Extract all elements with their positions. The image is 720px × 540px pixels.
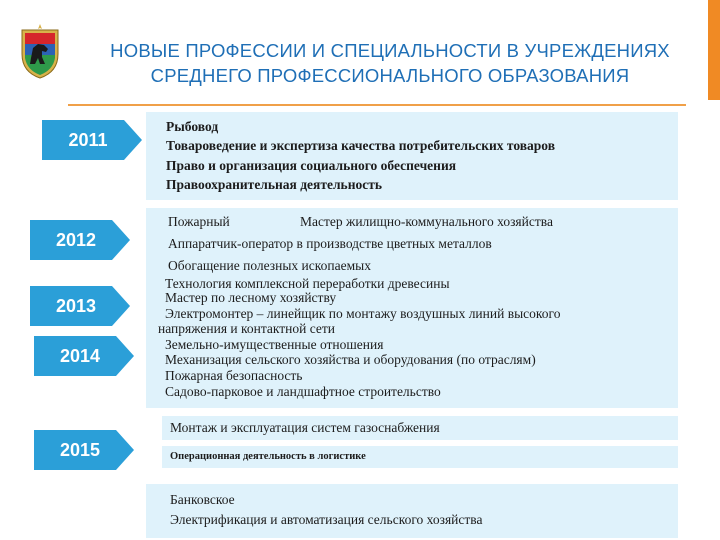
list-item: Обогащение полезных ископаемых — [168, 258, 371, 273]
list-item: Мастер по лесному хозяйству — [165, 290, 337, 305]
list-item: Пожарная безопасность — [165, 368, 303, 383]
list-item: Пожарный — [168, 214, 230, 229]
list-item: Правоохранительная деятельность — [166, 177, 382, 192]
title-line-2: СРЕДНЕГО ПРОФЕССИОНАЛЬНОГО ОБРАЗОВАНИЯ — [150, 65, 630, 86]
year-label: 2015 — [59, 440, 101, 460]
emblem-icon — [18, 24, 62, 80]
list-item: Электромонтер – линейщик по монтажу воздушных линий высокого — [165, 306, 561, 321]
year-label: 2012 — [55, 230, 97, 250]
year-label: 2014 — [59, 346, 101, 366]
year-label: 2011 — [68, 130, 108, 150]
list-item: Банковское — [170, 492, 235, 507]
year-label: 2013 — [55, 296, 97, 316]
list-item: Товароведение и экспертиза качества потребительских товаров — [166, 138, 556, 153]
list-item: Рыбовод — [166, 119, 219, 134]
list-item: Мастер жилищно-коммунального хозяйства — [300, 214, 553, 229]
list-item: Право и организация социального обеспечения — [166, 158, 457, 173]
title-line-1: НОВЫЕ ПРОФЕССИИ И СПЕЦИАЛЬНОСТИ В УЧРЕЖДЕНИЯХ — [110, 40, 670, 61]
list-item: Монтаж и эксплуатация систем газоснабжения — [170, 420, 440, 435]
list-item: Садово-парковое и ландшафтное строительство — [165, 384, 441, 399]
page-title — [70, 38, 710, 88]
list-item: Земельно-имущественные отношения — [165, 337, 384, 352]
list-item: Технология комплексной переработки древесины — [165, 276, 450, 291]
list-item: Аппаратчик-оператор в производстве цветных металлов — [168, 236, 492, 251]
list-item: Операционная деятельность в логистике — [170, 451, 366, 462]
list-item: напряжения и контактной сети — [158, 321, 336, 336]
title-divider — [68, 104, 686, 106]
list-item: Электрификация и автоматизация сельского хозяйства — [170, 512, 483, 527]
list-item: Механизация сельского хозяйства и оборудования (по отраслям) — [165, 352, 536, 367]
